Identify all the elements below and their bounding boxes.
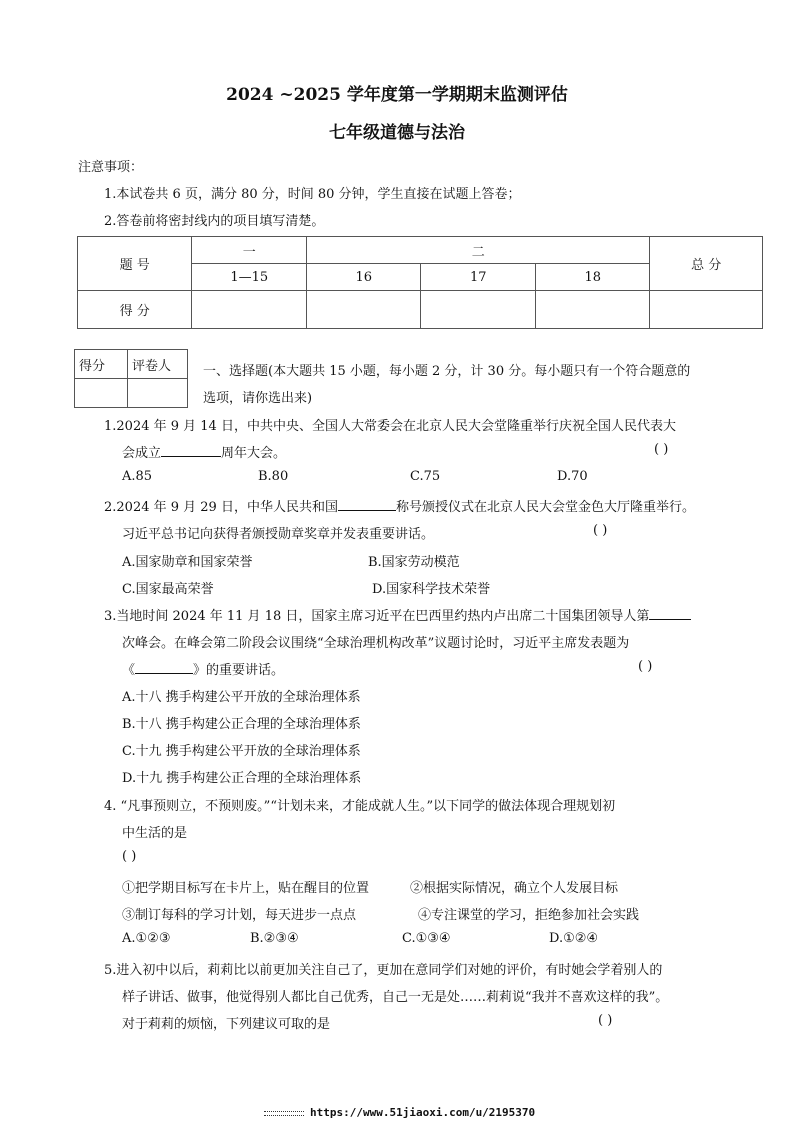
exam-subject: 七年级道德与法治 (329, 123, 465, 143)
notice-item-1: 1.本试卷共 6 页，满分 80 分，时间 80 分钟，学生直接在试题上答卷； (104, 187, 521, 202)
q3-text-close: 》的重要讲话。 (193, 663, 285, 678)
grader-box (74, 349, 188, 408)
q2-stem-line-1 (104, 496, 695, 515)
grader-name-cell[interactable] (128, 379, 188, 408)
q1-option-d[interactable]: D.70 (557, 469, 588, 484)
score-cell-18[interactable] (535, 291, 650, 329)
q1-stem-line-1: 1.2024 年 9 月 14 日，中共中央、全国人大常委会在北京人民大会堂隆重举行庆祝全国人民代表大 (104, 419, 676, 434)
group-one-header: 一 (192, 237, 307, 264)
col-header-16: 16 (306, 264, 421, 291)
grader-score-label: 得分 (75, 350, 128, 379)
score-cell-16[interactable] (306, 291, 421, 329)
score-cell-1-15[interactable] (192, 291, 307, 329)
q3-text-open: 《 (122, 663, 136, 678)
q3-text-a: 3.当地时间 2024 年 11 月 18 日，国家主席习近平在巴西里约热内卢出席二十国集团领导人第 (104, 609, 650, 624)
q2-stem-line-2: 习近平总书记向获得者颁授勋章奖章并发表重要讲话。 (122, 527, 435, 542)
q5-stem-line-3: 对于莉莉的烦恼，下列建议可取的是 (122, 1017, 331, 1032)
q3-option-b[interactable]: B.十八 携手构建公正合理的全球治理体系 (122, 717, 361, 732)
q4-item-3: ③制订每科的学习计划，每天进步一点点 (122, 908, 357, 923)
q3-option-d[interactable]: D.十九 携手构建公正合理的全球治理体系 (122, 771, 362, 786)
notice-heading: 注意事项： (78, 160, 144, 175)
exam-title: 2024 ~2025 学年度第一学期期末监测评估 (226, 85, 568, 105)
footer-logo-icon (264, 1111, 304, 1116)
q5-answer-paren[interactable]: ( ) (598, 1013, 613, 1028)
q4-item-4: ④专注课堂的学习，拒绝参加社会实践 (418, 908, 640, 923)
q4-stem-line-1: 4. “凡事预则立，不预则废。”“计划未来，才能成就人生。”以下同学的做法体现合理规划初 (104, 799, 616, 814)
col-header-17: 17 (421, 264, 536, 291)
q4-item-2: ②根据实际情况，确立个人发展目标 (410, 881, 619, 896)
q3-answer-blank-1[interactable] (649, 606, 691, 620)
q5-stem-line-2: 样子讲话、做事，他觉得别人都比自己优秀，自己一无是处……莉莉说“我并不喜欢这样的我”。 (122, 990, 669, 1005)
q2-answer-paren[interactable]: ( ) (593, 523, 608, 538)
q1-option-c[interactable]: C.75 (410, 469, 441, 484)
q2-text-a: 2.2024 年 9 月 29 日，中华人民共和国 (104, 500, 338, 515)
q2-option-a[interactable]: A.国家勋章和国家荣誉 (122, 555, 253, 570)
col-header-1-15: 1—15 (192, 264, 307, 291)
q3-stem-line-1 (104, 605, 691, 624)
row-label-score: 得 分 (78, 291, 192, 329)
q3-answer-paren[interactable]: ( ) (638, 659, 653, 674)
q1-stem-line-2 (122, 442, 286, 461)
score-cell-total[interactable] (650, 291, 763, 329)
notice-item-2: 2.答卷前将密封线内的项目填写清楚。 (104, 214, 325, 229)
q4-option-c[interactable]: C.①③④ (402, 931, 451, 946)
q4-item-1: ①把学期目标写在卡片上，贴在醒目的位置 (122, 881, 370, 896)
q1-answer-blank[interactable] (161, 443, 221, 457)
q3-stem-line-2: 次峰会。在峰会第二阶段会议围绕“全球治理机构改革”议题讨论时，习近平主席发表题为 (122, 636, 630, 651)
total-header: 总 分 (650, 237, 763, 291)
section-1-heading-line-2: 选项，请你选出来) (203, 391, 313, 406)
q4-stem-line-2: 中生活的是 (122, 826, 188, 841)
q1-option-a[interactable]: A.85 (122, 469, 153, 484)
q1-text-b: 周年大会。 (221, 446, 287, 461)
row-label-number: 题 号 (78, 237, 192, 291)
col-header-18: 18 (535, 264, 650, 291)
q2-option-c[interactable]: C.国家最高荣誉 (122, 582, 214, 597)
q3-option-a[interactable]: A.十八 携手构建公平开放的全球治理体系 (122, 690, 361, 705)
q2-text-b: 称号颁授仪式在北京人民大会堂金色大厅隆重举行。 (395, 500, 695, 515)
footer-url: https://www.51jiaoxi.com/u/2195370 (310, 1106, 536, 1119)
q1-option-b[interactable]: B.80 (258, 469, 289, 484)
score-cell-17[interactable] (421, 291, 536, 329)
q4-option-d[interactable]: D.①②④ (549, 931, 599, 946)
score-table (77, 236, 763, 329)
group-two-header: 二 (306, 237, 650, 264)
q1-text-a: 会成立 (122, 446, 162, 461)
q3-stem-line-3 (122, 659, 284, 678)
q4-option-a[interactable]: A.①②③ (122, 931, 171, 946)
q2-option-b[interactable]: B.国家劳动模范 (368, 555, 460, 570)
q1-answer-paren[interactable]: ( ) (654, 442, 669, 457)
grader-name-label: 评卷人 (128, 350, 188, 379)
q4-answer-paren[interactable]: ( ) (122, 849, 137, 864)
grader-score-cell[interactable] (75, 379, 128, 408)
q4-option-b[interactable]: B.②③④ (250, 931, 299, 946)
q2-answer-blank[interactable] (338, 497, 396, 511)
footer-watermark (264, 1106, 535, 1119)
q2-option-d[interactable]: D.国家科学技术荣誉 (372, 582, 491, 597)
q3-answer-blank-2[interactable] (135, 660, 193, 674)
q5-stem-line-1: 5.进入初中以后，莉莉比以前更加关注自己了，更加在意同学们对她的评价，有时她会学着别人的 (104, 963, 663, 978)
q3-option-c[interactable]: C.十九 携手构建公平开放的全球治理体系 (122, 744, 361, 759)
section-1-heading-line-1: 一、选择题(本大题共 15 小题，每小题 2 分，计 30 分。每小题只有一个符合题意的 (203, 364, 691, 379)
